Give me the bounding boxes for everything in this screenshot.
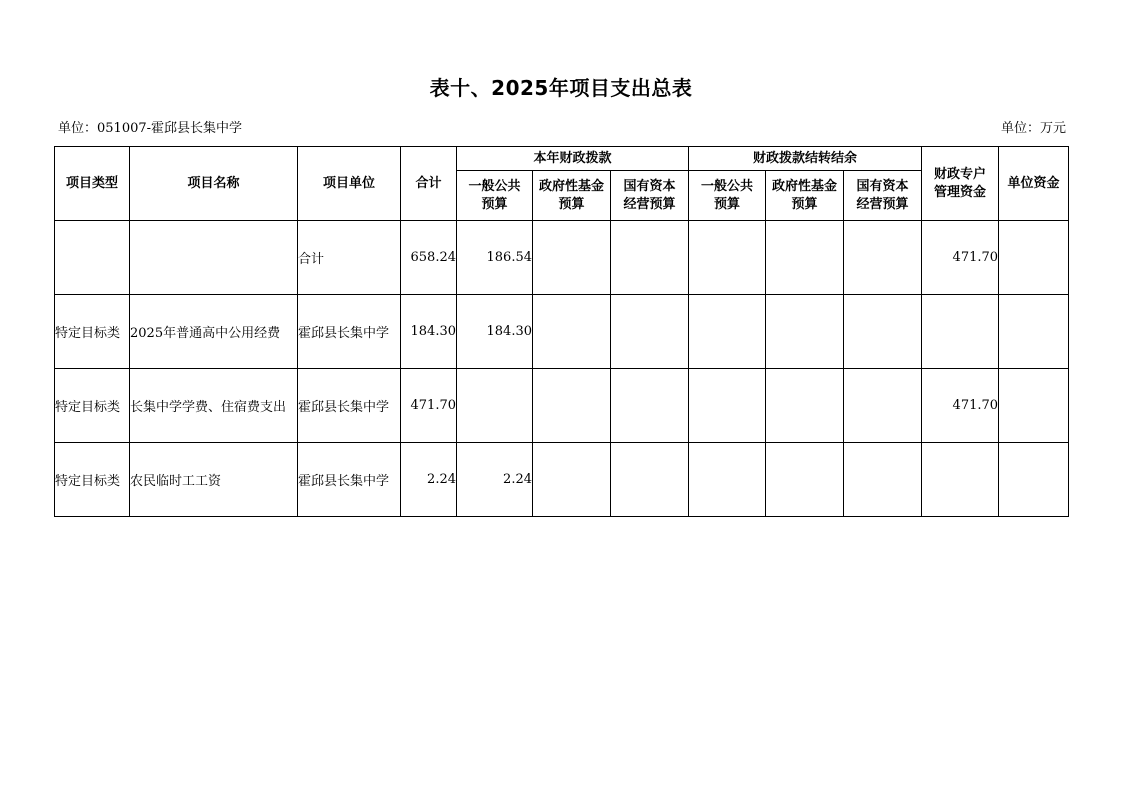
- table-row: [55, 295, 1069, 369]
- cell-cy-state-capital: [611, 295, 689, 369]
- cell-co-gov-fund: [766, 221, 844, 295]
- cell-cy-general-budget: 184.30: [457, 295, 533, 369]
- page-title: 表十、2025年项目支出总表: [429, 76, 693, 100]
- cell-co-state-capital: [844, 221, 922, 295]
- header-project-name: 项目名称: [130, 147, 298, 221]
- cell-co-gov-fund: [766, 369, 844, 443]
- cell-cy-general-budget: [457, 369, 533, 443]
- table-row-total: [55, 221, 1069, 295]
- cell-co-state-capital: [844, 443, 922, 517]
- cell-co-gov-fund: [766, 295, 844, 369]
- header-co-state-capital-label: 国有资本经营预算: [856, 178, 909, 212]
- cell-total: 2.24: [401, 443, 457, 517]
- cell-unit-funds: [999, 295, 1069, 369]
- cell-project-type: [55, 221, 130, 295]
- cell-unit-funds: [999, 369, 1069, 443]
- cell-co-state-capital: [844, 295, 922, 369]
- table-row: [55, 443, 1069, 517]
- cell-special-account-funds: 471.70: [922, 369, 999, 443]
- cell-total: 658.24: [401, 221, 457, 295]
- header-cy-general-budget: [457, 171, 533, 221]
- header-current-year-allocation: 本年财政拨款: [457, 147, 689, 171]
- header-co-state-capital: [844, 171, 922, 221]
- cell-project-name: 农民临时工工资: [130, 443, 298, 517]
- cell-co-state-capital: [844, 369, 922, 443]
- cell-project-unit: 霍邱县长集中学: [298, 369, 401, 443]
- cell-cy-general-budget: 2.24: [457, 443, 533, 517]
- cell-cy-gov-fund: [533, 295, 611, 369]
- cell-cy-state-capital: [611, 443, 689, 517]
- header-co-gov-fund: [766, 171, 844, 221]
- unit-info-left: 单位：051007-霍邱县长集中学: [58, 121, 243, 136]
- cell-special-account-funds: [922, 443, 999, 517]
- header-project-unit: 项目单位: [298, 147, 401, 221]
- cell-cy-state-capital: [611, 369, 689, 443]
- cell-project-unit: 合计: [298, 221, 401, 295]
- cell-cy-gov-fund: [533, 443, 611, 517]
- cell-special-account-funds: [922, 295, 999, 369]
- header-cy-general-budget-label: 一般公共预算: [468, 178, 521, 212]
- cell-project-name: 长集中学学费、住宿费支出: [130, 369, 298, 443]
- cell-total: 184.30: [401, 295, 457, 369]
- header-co-general-budget-label: 一般公共预算: [701, 178, 754, 212]
- header-carryover-balance: 财政拨款结转结余: [689, 147, 922, 171]
- cell-cy-gov-fund: [533, 221, 611, 295]
- cell-project-type: 特定目标类: [55, 295, 130, 369]
- cell-project-type: 特定目标类: [55, 369, 130, 443]
- cell-unit-funds: [999, 221, 1069, 295]
- cell-co-general-budget: [689, 443, 766, 517]
- header-cy-state-capital: [611, 171, 689, 221]
- header-total: 合计: [401, 147, 457, 221]
- cell-project-unit: 霍邱县长集中学: [298, 443, 401, 517]
- cell-co-general-budget: [689, 369, 766, 443]
- unit-info-right: 单位：万元: [1000, 121, 1066, 136]
- cell-co-gov-fund: [766, 443, 844, 517]
- header-project-type: 项目类型: [55, 147, 130, 221]
- header-co-gov-fund-label: 政府性基金预算: [772, 178, 838, 212]
- cell-cy-gov-fund: [533, 369, 611, 443]
- cell-special-account-funds: 471.70: [922, 221, 999, 295]
- header-cy-gov-fund-label: 政府性基金预算: [538, 178, 604, 212]
- cell-project-name: 2025年普通高中公用经费: [130, 295, 298, 369]
- table-row: [55, 369, 1069, 443]
- project-expenditure-table: [54, 146, 1069, 517]
- header-special-account-funds: [922, 147, 999, 221]
- header-cy-gov-fund: [533, 171, 611, 221]
- cell-co-general-budget: [689, 295, 766, 369]
- header-unit-funds: 单位资金: [999, 147, 1069, 221]
- cell-co-general-budget: [689, 221, 766, 295]
- header-co-general-budget: [689, 171, 766, 221]
- header-special-account-funds-label: 财政专户管理资金: [934, 166, 987, 200]
- cell-project-unit: 霍邱县长集中学: [298, 295, 401, 369]
- cell-cy-state-capital: [611, 221, 689, 295]
- cell-cy-general-budget: 186.54: [457, 221, 533, 295]
- cell-project-name: [130, 221, 298, 295]
- cell-total: 471.70: [401, 369, 457, 443]
- header-cy-state-capital-label: 国有资本经营预算: [623, 178, 676, 212]
- cell-unit-funds: [999, 443, 1069, 517]
- cell-project-type: 特定目标类: [55, 443, 130, 517]
